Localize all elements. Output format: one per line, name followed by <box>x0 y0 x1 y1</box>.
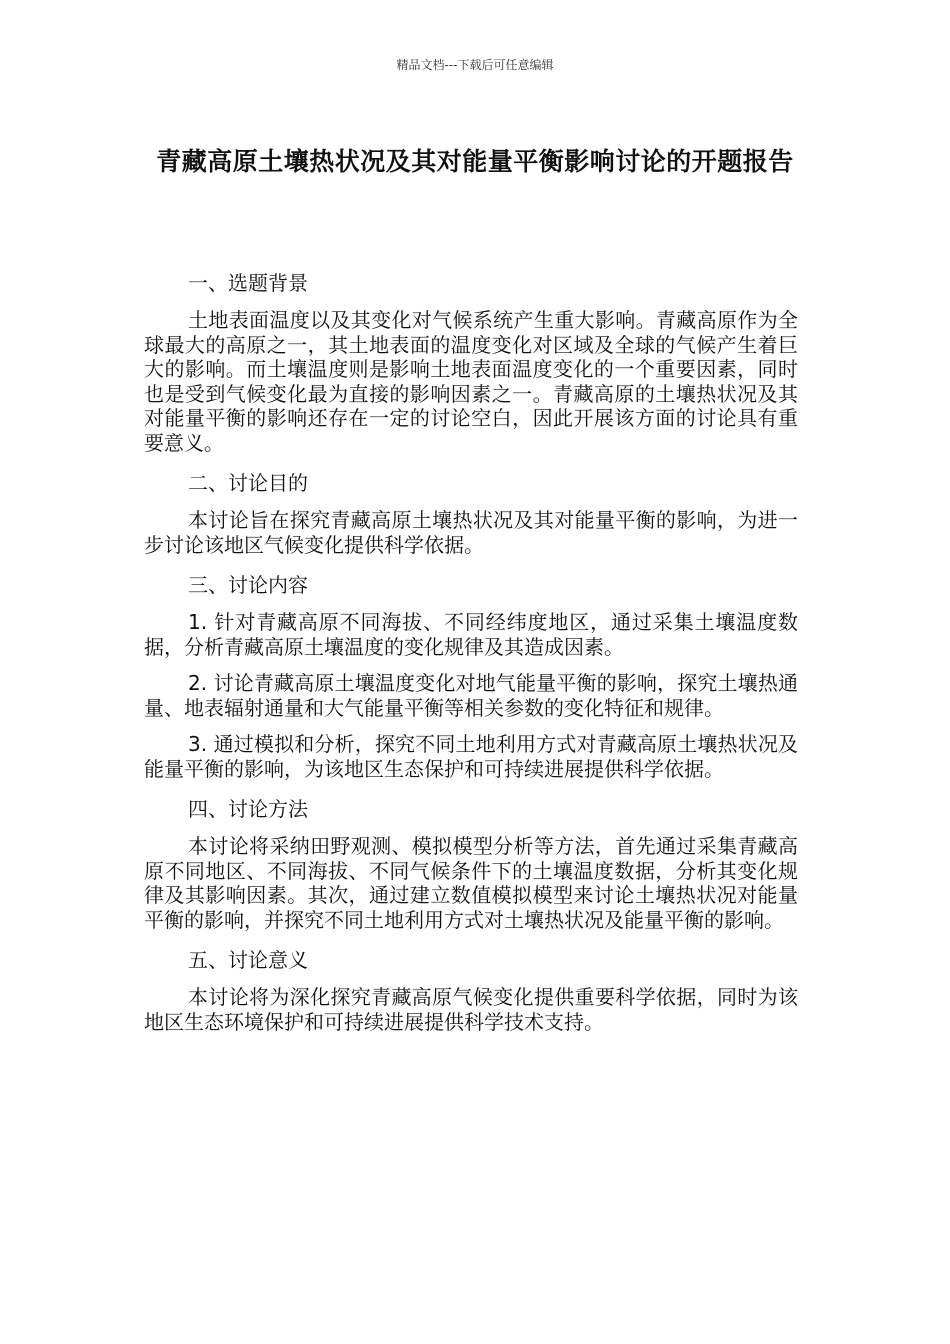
header-note: 精品文档---下载后可任意编辑 <box>396 58 554 72</box>
paragraph: 本讨论将为深化探究青藏高原气候变化提供重要科学依据，同时为该地区生态环境保护和可持续进展提供科学技术支持。 <box>144 985 798 1034</box>
section-heading: 三、讨论内容 <box>188 573 308 597</box>
list-item: 1. 针对青藏高原不同海拔、不同经纬度地区，通过采集土壤温度数据，分析青藏高原土壤温度的变化规律及其造成因素。 <box>144 610 798 659</box>
section-heading: 一、选题背景 <box>188 271 308 295</box>
section-background <box>144 267 798 467</box>
paragraph: 本讨论旨在探究青藏高原土壤热状况及其对能量平衡的影响，为进一步讨论该地区气候变化提供科学依据。 <box>144 508 798 557</box>
section-heading: 四、讨论方法 <box>188 797 308 821</box>
section-heading: 五、讨论意义 <box>188 948 308 972</box>
section-methods <box>144 793 798 944</box>
paragraph: 本讨论将采纳田野观测、模拟模型分析等方法，首先通过采集青藏高原不同地区、不同海拔、不同气候条件下的土壤温度数据，分析其变化规律及其影响因素。其次，通过建立数值模拟模型来讨论土壤热状况对能量平衡的影响，并探究不同土地利用方式对土壤热状况及能量平衡的影响。 <box>144 834 798 932</box>
document-title: 青藏高原土壤热状况及其对能量平衡影响讨论的开题报告 <box>156 147 794 176</box>
list-item: 2. 讨论青藏高原土壤温度变化对地气能量平衡的影响，探究土壤热通量、地表辐射通量和大气能量平衡等相关参数的变化特征和规律。 <box>144 671 798 720</box>
document-body <box>144 267 798 1034</box>
section-heading: 二、讨论目的 <box>188 471 308 495</box>
section-content <box>144 569 798 793</box>
list-item: 3. 通过模拟和分析，探究不同土地利用方式对青藏高原土壤热状况及能量平衡的影响，为该地区生态保护和可持续进展提供科学依据。 <box>144 732 798 781</box>
section-purpose <box>144 467 798 569</box>
paragraph: 土地表面温度以及其变化对气候系统产生重大影响。青藏高原作为全球最大的高原之一，其土地表面的温度变化对区域及全球的气候产生着巨大的影响。而土壤温度则是影响土地表面温度变化的一个重要因素，同时也是受到气候变化最为直接的影响因素之一。青藏高原的土壤热状况及其对能量平衡的影响还存在一定的讨论空白，因此开展该方面的讨论具有重要意义。 <box>144 308 798 455</box>
section-significance <box>144 944 798 1034</box>
